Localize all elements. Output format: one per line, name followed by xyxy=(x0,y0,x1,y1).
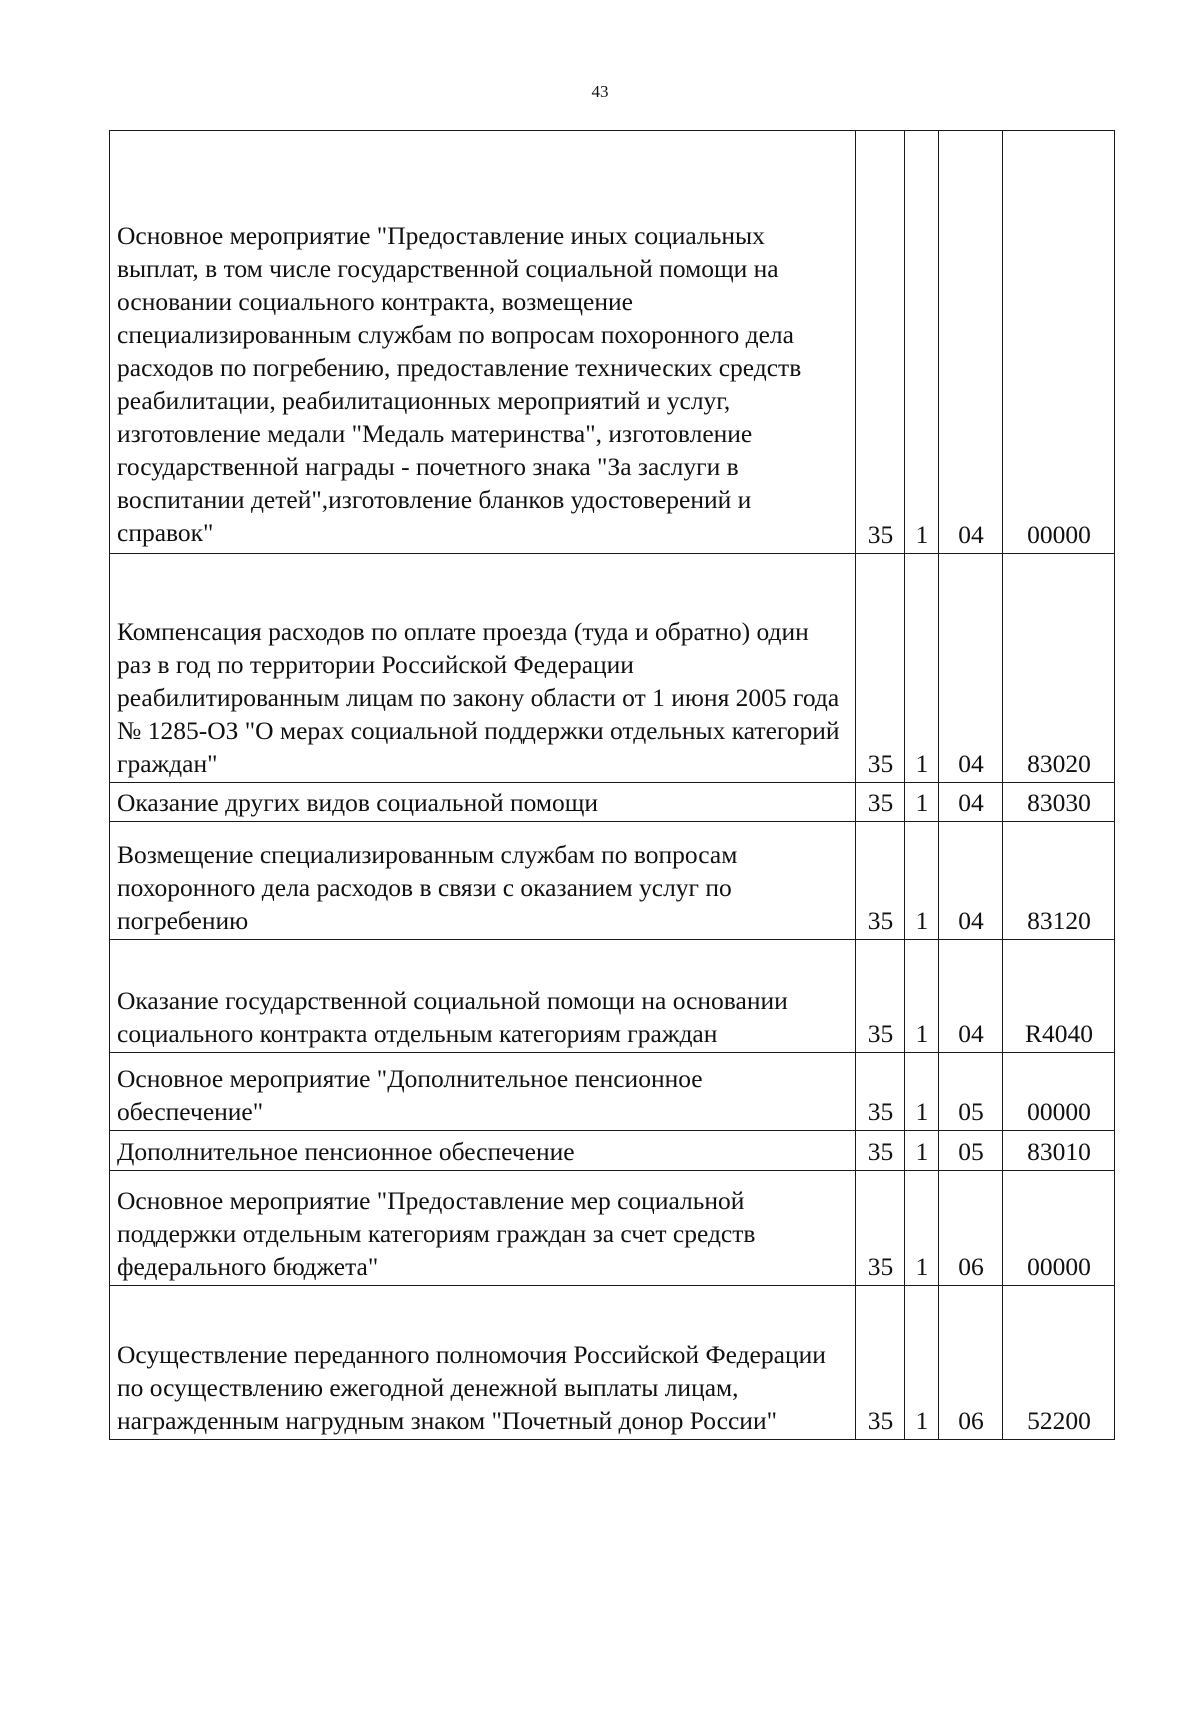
subprogram-code: 1 xyxy=(905,1171,939,1286)
subprogram-code: 1 xyxy=(905,1286,939,1440)
table-row xyxy=(110,554,1115,783)
page-number: 43 xyxy=(591,82,609,101)
main-activity-code: 04 xyxy=(939,131,1003,554)
main-activity-code: 04 xyxy=(939,822,1003,940)
table-row xyxy=(110,131,1115,554)
program-code: 35 xyxy=(856,1053,905,1131)
table-row xyxy=(110,1286,1115,1440)
subprogram-code: 1 xyxy=(905,131,939,554)
main-activity-code: 04 xyxy=(939,554,1003,783)
row-description: Оказание других видов социальной помощи xyxy=(110,783,856,822)
main-activity-code: 04 xyxy=(939,940,1003,1053)
program-code: 35 xyxy=(856,783,905,822)
direction-code: 83020 xyxy=(1003,554,1115,783)
direction-code: 00000 xyxy=(1003,131,1115,554)
main-activity-code: 06 xyxy=(939,1286,1003,1440)
direction-code: 52200 xyxy=(1003,1286,1115,1440)
program-code: 35 xyxy=(856,1131,905,1171)
main-activity-code: 06 xyxy=(939,1171,1003,1286)
table-row xyxy=(110,1171,1115,1286)
program-code: 35 xyxy=(856,1286,905,1440)
row-description: Основное мероприятие "Дополнительное пенсионное обеспечение" xyxy=(110,1053,856,1131)
row-description: Дополнительное пенсионное обеспечение xyxy=(110,1131,856,1171)
table-row xyxy=(110,822,1115,940)
budget-classification-table xyxy=(109,130,1115,1440)
program-code: 35 xyxy=(856,131,905,554)
row-description: Оказание государственной социальной помощи на основании социального контракта отдельным категориям граждан xyxy=(110,940,856,1053)
subprogram-code: 1 xyxy=(905,783,939,822)
direction-code: 00000 xyxy=(1003,1171,1115,1286)
subprogram-code: 1 xyxy=(905,554,939,783)
row-description: Осуществление переданного полномочия Российской Федерации по осуществлению ежегодной денежной выплаты лицам, награжденным нагрудным знаком "Почетный донор России" xyxy=(110,1286,856,1440)
row-description: Основное мероприятие "Предоставление иных социальных выплат, в том числе государственной социальной помощи на основании социального контракта, возмещение специализированным службам по вопросам похоронного дела расходов по погребению, предоставление технических средств реабилитации, реабилитационных мероприятий и услуг, изготовление медали "Медаль материнства", изготовление государственной награды - почетного знака "За заслуги в воспитании детей",изготовление бланков удостоверений и справок" xyxy=(110,131,856,554)
table-row xyxy=(110,1131,1115,1171)
table-row xyxy=(110,1053,1115,1131)
row-description: Компенсация расходов по оплате проезда (туда и обратно) один раз в год по территории Российской Федерации реабилитированным лицам по закону области от 1 июня 2005 года № 1285-ОЗ "О мерах социальной поддержки отдельных категорий граждан" xyxy=(110,554,856,783)
subprogram-code: 1 xyxy=(905,1053,939,1131)
direction-code: 00000 xyxy=(1003,1053,1115,1131)
main-activity-code: 05 xyxy=(939,1131,1003,1171)
program-code: 35 xyxy=(856,822,905,940)
row-description: Основное мероприятие "Предоставление мер социальной поддержки отдельным категориям граждан за счет средств федерального бюджета" xyxy=(110,1171,856,1286)
main-activity-code: 04 xyxy=(939,783,1003,822)
direction-code: R4040 xyxy=(1003,940,1115,1053)
subprogram-code: 1 xyxy=(905,822,939,940)
direction-code: 83010 xyxy=(1003,1131,1115,1171)
direction-code: 83030 xyxy=(1003,783,1115,822)
subprogram-code: 1 xyxy=(905,1131,939,1171)
program-code: 35 xyxy=(856,1171,905,1286)
main-activity-code: 05 xyxy=(939,1053,1003,1131)
program-code: 35 xyxy=(856,554,905,783)
subprogram-code: 1 xyxy=(905,940,939,1053)
table-row xyxy=(110,940,1115,1053)
program-code: 35 xyxy=(856,940,905,1053)
row-description: Возмещение специализированным службам по вопросам похоронного дела расходов в связи с оказанием услуг по погребению xyxy=(110,822,856,940)
table-row xyxy=(110,783,1115,822)
direction-code: 83120 xyxy=(1003,822,1115,940)
